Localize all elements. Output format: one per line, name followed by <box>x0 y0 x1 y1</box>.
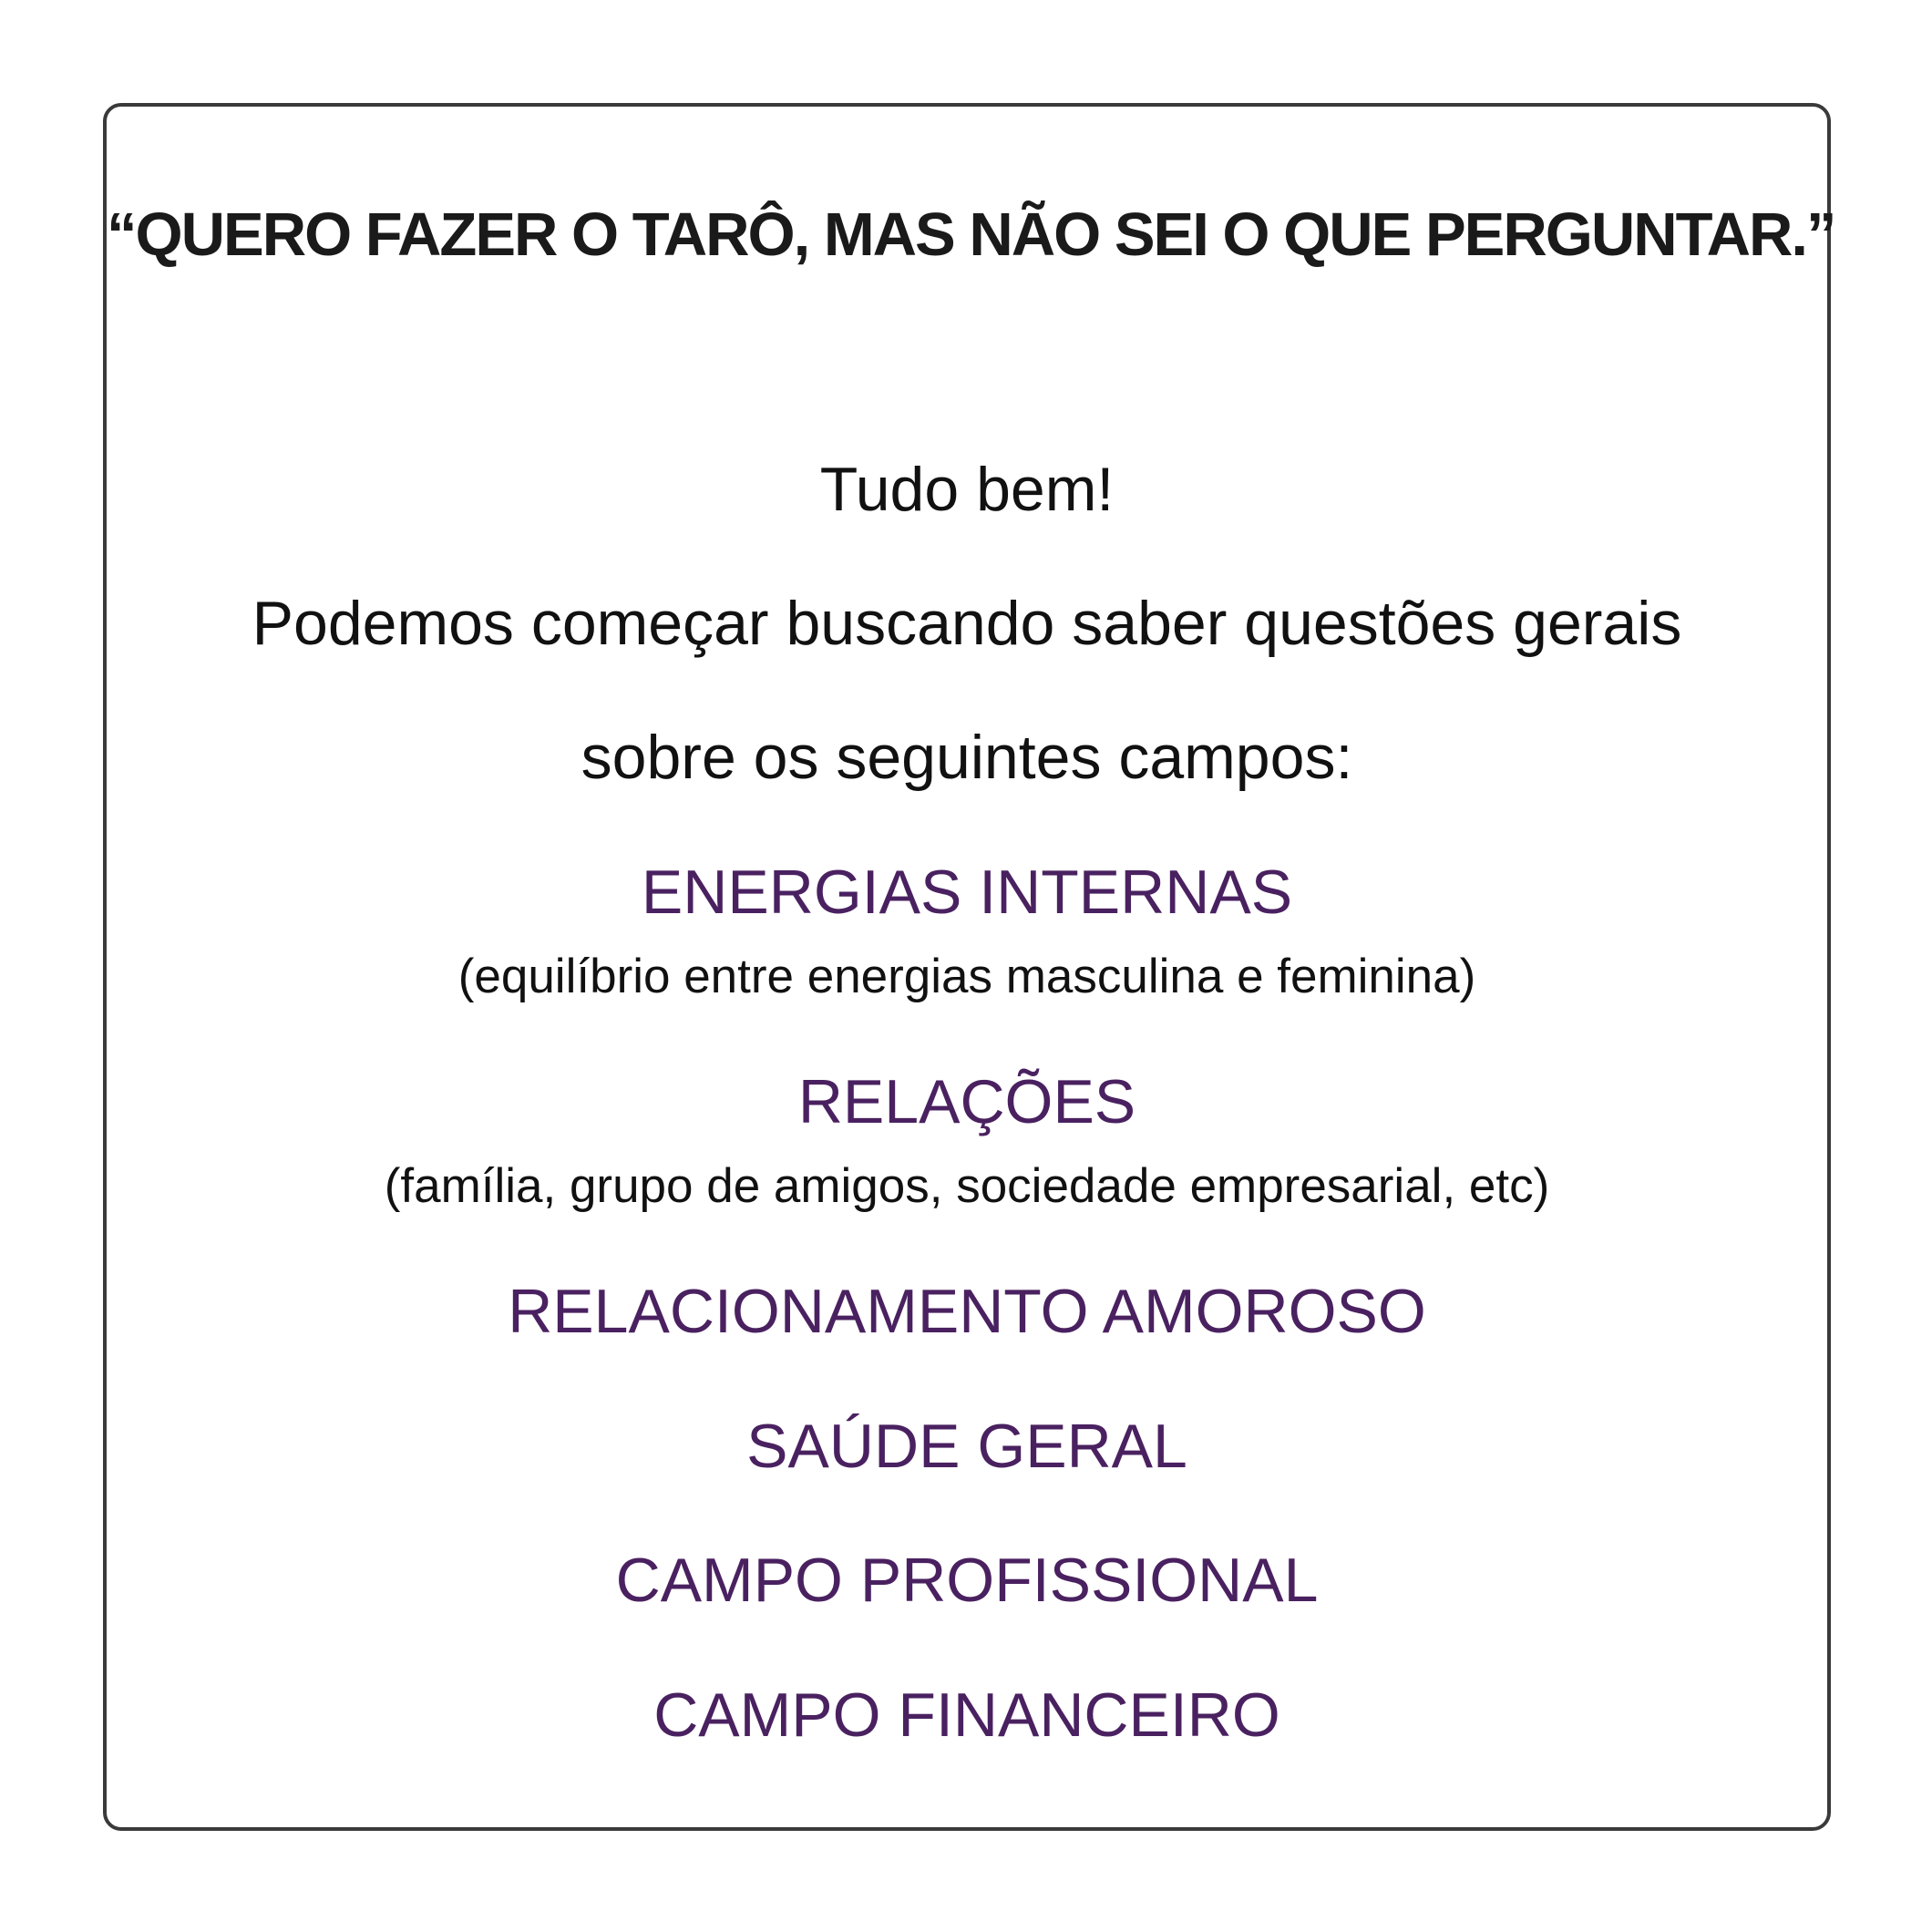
field-relacoes-description: (família, grupo de amigos, sociedade empresarial, etc) <box>384 1159 1550 1213</box>
field-energias-internas-description: (equilíbrio entre energias masculina e feminina) <box>457 950 1476 1003</box>
field-relacoes: RELAÇÕES <box>797 1067 1136 1136</box>
intro-line-2: Podemos começar buscando saber questões gerais <box>252 589 1682 658</box>
intro-line-1: Tudo bem! <box>819 455 1115 524</box>
field-campo-profissional: CAMPO PROFISSIONAL <box>615 1546 1319 1615</box>
field-campo-financeiro: CAMPO FINANCEIRO <box>653 1680 1280 1750</box>
content-card <box>103 103 1835 1831</box>
intro-line-3: sobre os seguintes campos: <box>581 723 1353 792</box>
page-title: “QUERO FAZER O TARÔ, MAS NÃO SEI O QUE PERGUNTAR.” <box>107 200 1835 269</box>
field-energias-internas: ENERGIAS INTERNAS <box>641 858 1293 927</box>
field-saude-geral: SAÚDE GERAL <box>746 1412 1187 1481</box>
field-relacionamento-amoroso: RELACIONAMENTO AMOROSO <box>508 1277 1426 1346</box>
